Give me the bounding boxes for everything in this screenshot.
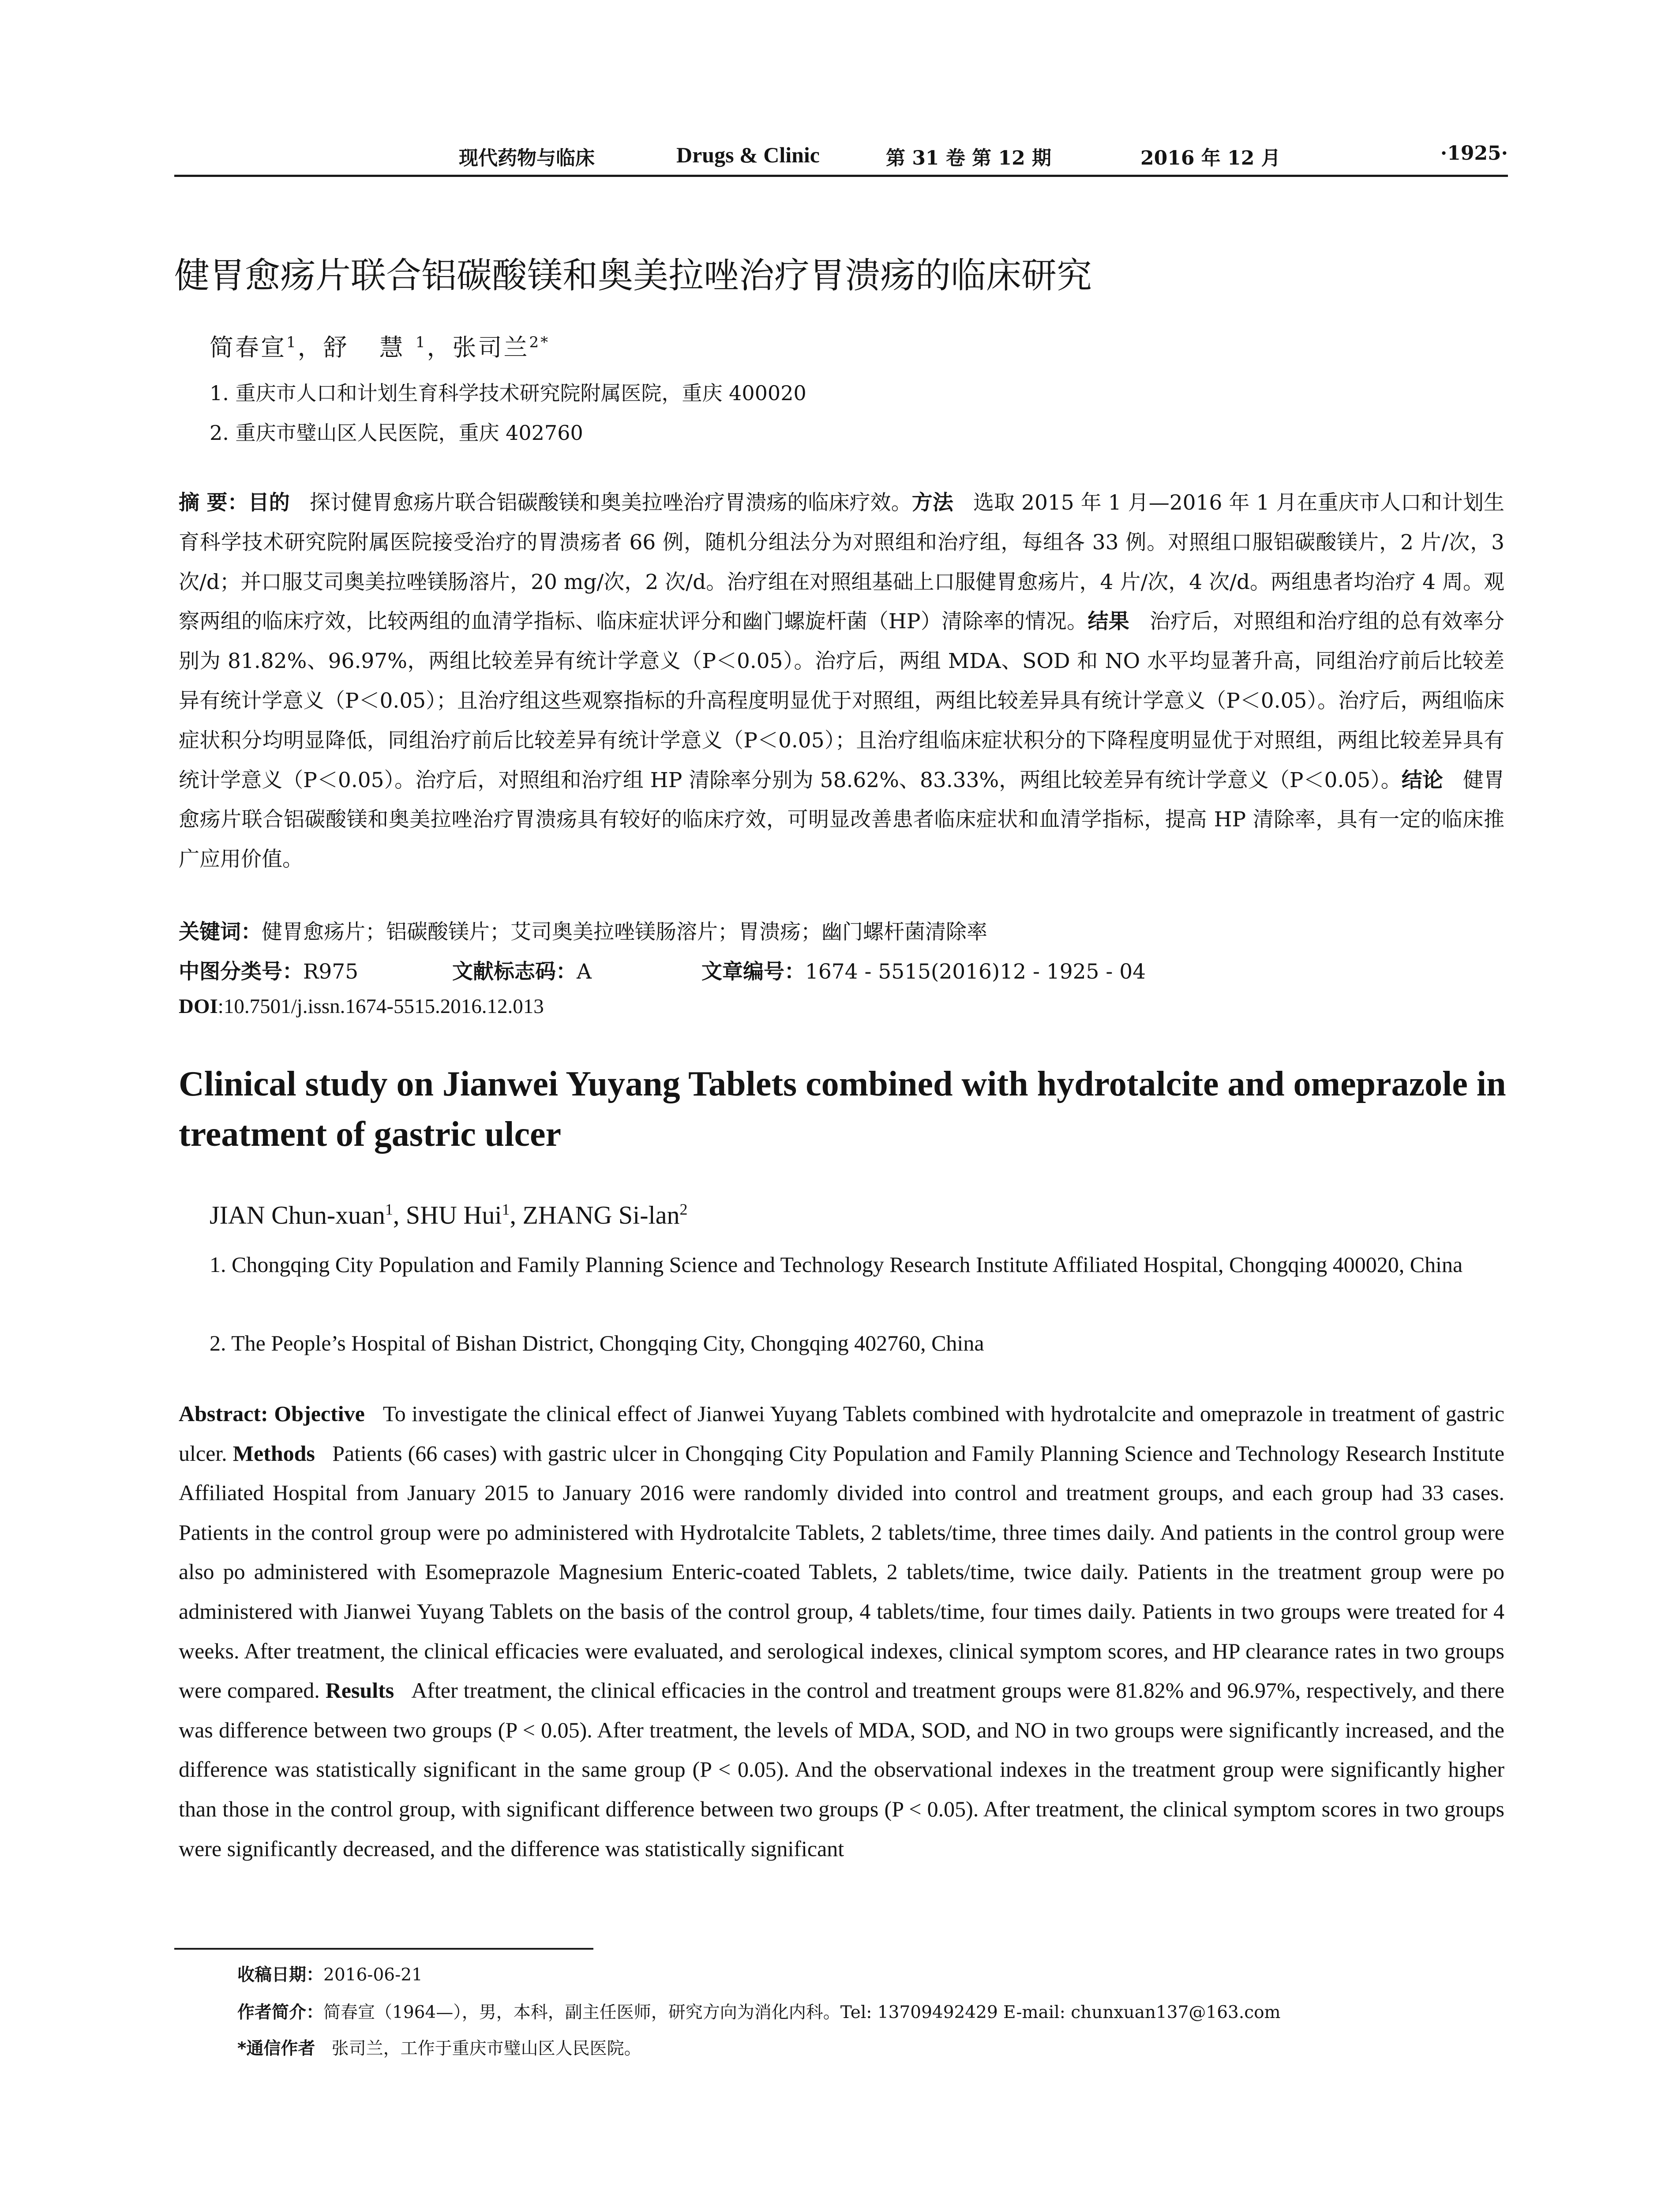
corresponding-author (237, 2035, 641, 2060)
keywords-label: 关键词： (179, 920, 262, 944)
title-en: Clinical study on Jianwei Yuyang Tablets combined with hydrotalcite and omeprazole in treatment of gastric ulcer (179, 1065, 1506, 1154)
doi-label: DOI (179, 995, 218, 1018)
author-bio (237, 1999, 1281, 2023)
affiliation-cn-2: 2. 重庆市璧山区人民医院，重庆 402760 (210, 421, 583, 445)
results-text-en: After treatment, the clinical efficacies in the control and treatment groups were 81.82% and 96.97%, respectively, and there was difference between two groups (P < 0.05). After treatment, the levels of MDA, SOD, and NO in two groups were significantly increased, and the difference was statistically significant in the same group (P < 0.05). And the observational indexes in the treatment group were significantly higher than those in the control group, with significant difference between two groups (P < 0.05). After treatment, the clinical symptom scores in two groups were significantly decreased, and the difference was statistically significant (179, 1678, 1505, 1861)
author-name: ZHANG Si-lan (522, 1201, 680, 1230)
conclusion-text-cn: 健胃愈疡片联合铝碳酸镁和奥美拉唑治疗胃溃疡具有较好的临床疗效，可明显改善患者临床症状和血清学指标，提高 HP 清除率，具有一定的临床推广应用价值。 (179, 768, 1505, 872)
affiliation-en-1: 1. Chongqing City Population and Family Planning Science and Technology Research Institute Affiliated Hospital, Chongqing 400020, China (210, 1252, 1463, 1277)
journal-name-en: Drugs & Clinic (676, 143, 820, 167)
clc-label: 中图分类号： (179, 960, 303, 984)
author-name: 舒 慧 (323, 334, 416, 361)
author-name: 简春宣 (210, 334, 286, 361)
authors-cn: 简春宣$^1$，舒 慧$^1$，张司兰$^{2*}$ (210, 334, 550, 361)
affiliation-en-2: 2. The People’s Hospital of Bishan District, Chongqing City, Chongqing 402760, China (210, 1331, 984, 1355)
results-text-cn: 治疗后，对照组和治疗组的总有效率分别为 81.82%、96.97%，两组比较差异有统计学意义（P＜0.05）。治疗后，两组 MDA、SOD 和 NO 水平均显著升高，同组治疗前后比较差异有统计学意义（P＜0.05）；且治疗组这些观察指标的升高程度明显优于对照组，两组比较差异具有统计学意义（P＜0.05）。治疗后，两组临床症状积分均明显降低，同组治疗前后比较差异有统计学意义（P＜0.05）；且治疗组临床症状积分的下降程度明显优于对照组，两组比较差异具有统计学意义（P＜0.05）。治疗后，对照组和治疗组 HP 清除率分别为 58.62%、83.33%，两组比较差异有统计学意义（P＜0.05）。 (179, 609, 1505, 792)
title-cn: 健胃愈疡片联合铝碳酸镁和奥美拉唑治疗胃溃疡的临床研究 (174, 255, 1092, 296)
author-mark: 2* (529, 334, 550, 351)
methods-text-cn: 选取 2015 年 1 月—2016 年 1 月在重庆市人口和计划生育科学技术研究院附属医院接受治疗的胃溃疡者 66 例，随机分组法分为对照组和治疗组，每组各 33 例。对照组口服铝碳酸镁片，2 片/次，3 次/d；并口服艾司奥美拉唑镁肠溶片，20 mg/次，2 次/d。治疗组在对照组基础上口服健胃愈疡片，4 片/次，4 次/d。两组患者均治疗 4 周。观察两组的临床疗效，比较两组的血清学指标、临床症状评分和幽门螺旋杆菌（HP）清除率的情况。 (179, 491, 1505, 634)
received-label: 收稿日期： (237, 1965, 324, 1985)
author-mark: 1 (385, 1201, 393, 1218)
abstract-en (179, 1394, 1504, 1868)
article-no-field (701, 955, 1146, 985)
received-value: 2016-06-21 (323, 1965, 423, 1985)
objective-label-cn: 目的 (248, 491, 290, 515)
objective-text-en: To investigate the clinical effect of Jianwei Yuyang Tablets combined with hydrotalcite and omeprazole in treatment of gastric ulcer. (179, 1401, 1505, 1466)
running-header (174, 142, 1508, 173)
page-number: ·1925· (1440, 142, 1508, 165)
doc-code-value: A (577, 960, 592, 984)
doi-value: :10.7501/j.issn.1674-5515.2016.12.013 (218, 995, 544, 1018)
header-rule (174, 175, 1508, 177)
received-date (237, 1961, 423, 1986)
author-mark: 1 (502, 1201, 510, 1218)
doc-code-label: 文献标志码： (452, 960, 577, 984)
bio-text: 简春宣（1964—），男，本科，副主任医师，研究方向为消化内科。Tel: 13709492429 E-mail: chunxuan137@163.com (323, 2003, 1281, 2022)
issue-date: 2016 年 12 月 (1140, 147, 1281, 169)
author-mark: 1 (286, 334, 298, 351)
keywords-cn (179, 915, 987, 945)
objective-text-cn: 探讨健胃愈疡片联合铝碳酸镁和奥美拉唑治疗胃溃疡的临床疗效。 (309, 491, 912, 515)
author-name: SHU Hui (405, 1201, 502, 1230)
footnote-rule (174, 1948, 593, 1950)
objective-label-en: Objective (274, 1401, 365, 1426)
abstract-cn-label: 摘 要： (179, 491, 248, 515)
abstract-en-label: Abstract: (179, 1401, 268, 1426)
conclusion-label-cn: 结论 (1401, 768, 1443, 792)
results-label-cn: 结果 (1088, 609, 1130, 634)
classification-line (179, 955, 1326, 982)
corr-label: *通信作者 (237, 2039, 315, 2059)
keywords-text: 健胃愈疡片；铝碳酸镁片；艾司奥美拉唑镁肠溶片；胃溃疡；幽门螺杆菌清除率 (262, 920, 987, 944)
authors-en: JIAN Chun-xuan$^1$, SHU Hui$^1$, ZHANG Si-lan$^2$ (210, 1201, 688, 1230)
author-mark: 1 (415, 334, 427, 351)
affiliation-cn-1: 1. 重庆市人口和计划生育科学技术研究院附属医院，重庆 400020 (210, 381, 806, 405)
volume-issue: 第 31 卷 第 12 期 (886, 147, 1052, 169)
doc-code-field (452, 955, 592, 985)
corr-text: 张司兰，工作于重庆市璧山区人民医院。 (331, 2039, 641, 2059)
journal-name-cn: 现代药物与临床 (459, 147, 595, 169)
author-name: 张司兰 (452, 334, 529, 361)
article-no-label: 文章编号： (701, 960, 805, 984)
clc-value: R975 (303, 960, 359, 984)
abstract-cn (179, 483, 1504, 879)
methods-label-cn: 方法 (911, 491, 953, 515)
methods-label-en: Methods (232, 1441, 315, 1466)
doi-line (179, 994, 544, 1018)
clc-field (179, 955, 358, 985)
results-label-en: Results (325, 1678, 394, 1703)
author-mark: 2 (679, 1201, 688, 1218)
article-no-value: 1674 - 5515(2016)12 - 1925 - 04 (805, 960, 1146, 984)
bio-label: 作者简介： (237, 2003, 324, 2022)
methods-text-en: Patients (66 cases) with gastric ulcer in Chongqing City Population and Family Planning Science and Technology Research Institute Affiliated Hospital from January 2015 to January 2016 were randomly divided into control and treatment groups, and each group had 33 cases. Patients in the control group were po administered with Hydrotalcite Tablets, 2 tablets/time, three times daily. And patients in the control group were also po administered with Esomeprazole Magnesium Enteric-coated Tablets, 2 tablets/time, twice daily. Patients in the treatment group were po administered with Jianwei Yuyang Tablets on the basis of the control group, 4 tablets/time, four times daily. Patients in two groups were treated for 4 weeks. After treatment, the clinical efficacies were evaluated, and serological indexes, clinical symptom scores, and HP clearance rates in two groups were compared. (179, 1441, 1505, 1703)
author-name: JIAN Chun-xuan (210, 1201, 385, 1230)
